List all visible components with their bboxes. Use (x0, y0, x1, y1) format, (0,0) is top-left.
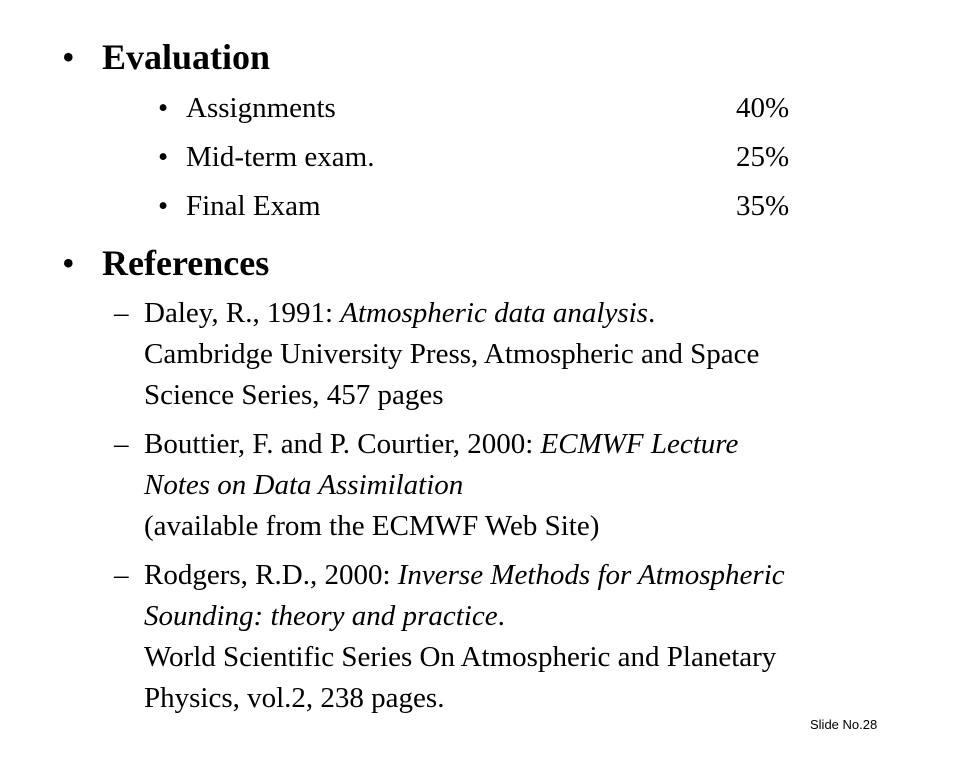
reference-line (114, 465, 894, 506)
references-heading (62, 242, 269, 284)
reference-item (114, 424, 894, 547)
bullet-icon: • (62, 243, 75, 283)
reference-line (114, 293, 894, 334)
reference-line: Physics, vol.2, 238 pages. (144, 682, 445, 714)
slide-number: Slide No.28 (810, 717, 878, 732)
bullet-icon: • (158, 190, 169, 222)
reference-title: Atmospheric data analysis (340, 297, 648, 329)
evaluation-heading-text: Evaluation (102, 37, 271, 77)
reference-line: Science Series, 457 pages (144, 379, 444, 411)
reference-line: World Scientific Series On Atmospheric and Planetary (144, 641, 777, 673)
evaluation-heading (62, 36, 270, 78)
reference-author: Bouttier, F. and P. Courtier, 2000: (144, 428, 541, 460)
evaluation-item-percent: 35% (736, 190, 790, 222)
evaluation-item-percent: 25% (736, 141, 790, 173)
reference-author: Daley, R., 1991: (144, 297, 341, 329)
dash-icon: – (114, 297, 129, 329)
reference-punct: . (497, 600, 505, 632)
reference-title: Sounding: theory and practice (144, 600, 498, 632)
reference-author: Rodgers, R.D., 2000: (144, 559, 398, 591)
reference-line (114, 424, 894, 465)
reference-title: Inverse Methods for Atmospheric (397, 559, 785, 591)
reference-line: Cambridge University Press, Atmospheric and Space (144, 338, 760, 370)
evaluation-item-label: Assignments (186, 92, 336, 124)
reference-item (114, 293, 894, 416)
evaluation-item (158, 190, 818, 223)
evaluation-item-label: Final Exam (186, 190, 321, 222)
reference-line (114, 596, 894, 637)
dash-icon: – (114, 428, 129, 460)
bullet-icon: • (158, 92, 169, 124)
references-heading-text: References (102, 243, 270, 283)
evaluation-item (158, 141, 818, 174)
reference-item (114, 555, 894, 719)
reference-title: Notes on Data Assimilation (144, 469, 464, 501)
bullet-icon: • (62, 37, 75, 77)
reference-line (114, 555, 894, 596)
reference-line: (available from the ECMWF Web Site) (144, 510, 600, 542)
evaluation-item-percent: 40% (736, 92, 790, 124)
bullet-icon: • (158, 141, 169, 173)
reference-punct: . (647, 297, 656, 329)
dash-icon: – (114, 559, 129, 591)
evaluation-item (158, 92, 818, 125)
reference-title: ECMWF Lecture (540, 428, 739, 460)
evaluation-item-label: Mid-term exam. (186, 141, 375, 173)
